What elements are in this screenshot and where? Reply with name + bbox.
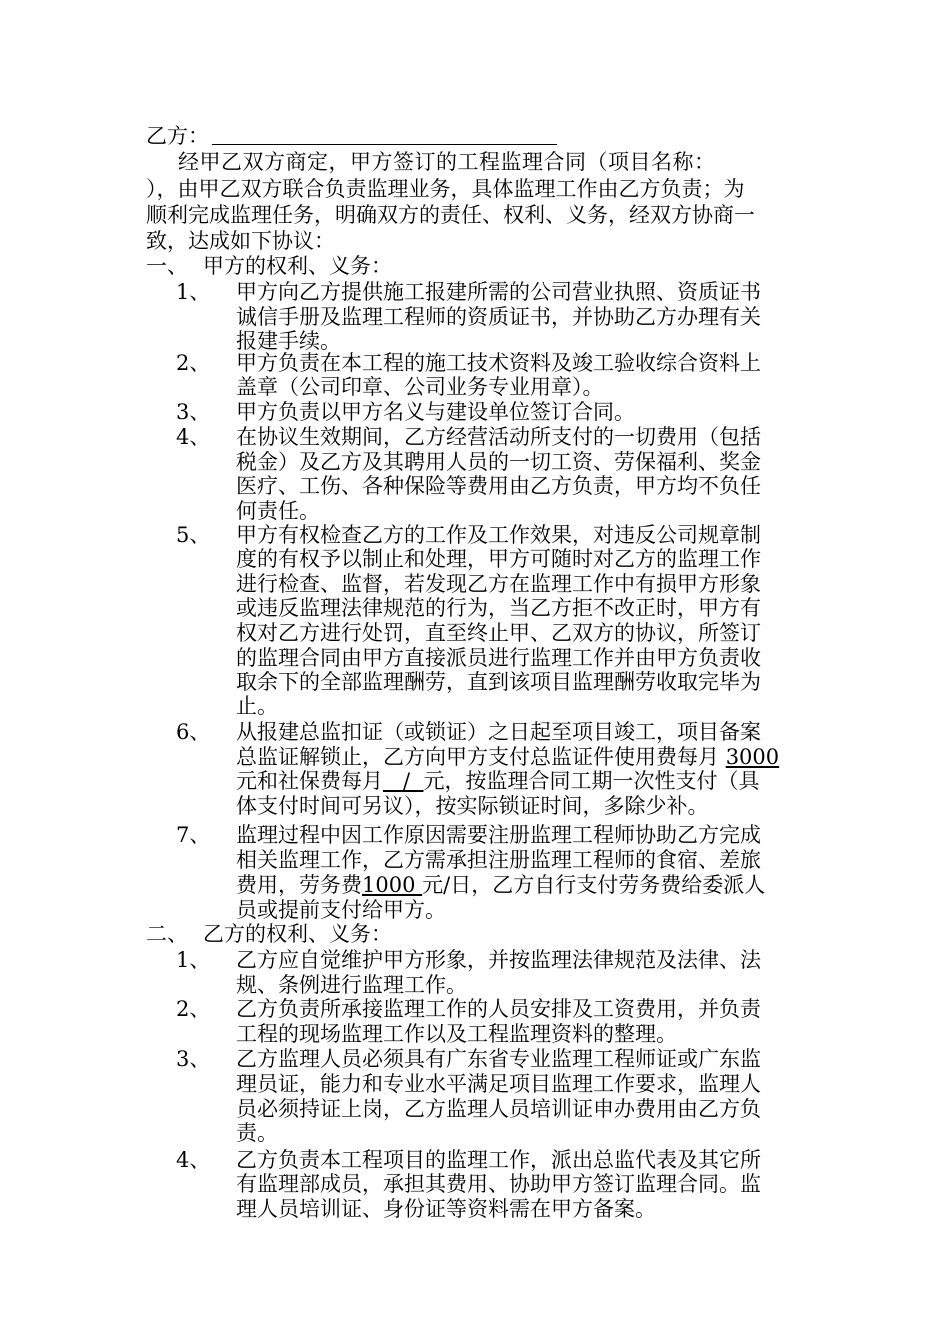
s1-item5-line7: 取余下的全部监理酬劳，直到该项目监理酬劳收取完毕为 [236,670,761,694]
intro-line-1: 经甲乙双方商定，甲方签订的工程监理合同（项目名称： [178,150,716,174]
s1-item7-number: 7、 [176,823,211,847]
s1-item7-line3-text-b: 元/日，乙方自行支付劳务费给委派人 [422,873,766,897]
s1-item5-line4: 或违反监理法律规范的行为，当乙方拒不改正时，甲方有 [236,596,761,620]
social-fee-value: / [383,769,424,793]
s1-item6-number: 6、 [176,720,211,744]
s1-item5-line8: 止。 [236,694,278,718]
section2-title: 乙方的权利、义务： [203,922,392,946]
s1-item6-line4: 体支付时间可另议），按实际锁证时间，多除少补。 [236,794,709,818]
s1-item2-number: 2、 [176,351,211,375]
s2-item2-line1: 乙方负责所承接监理工作的人员安排及工资费用，并负责 [236,997,761,1021]
s1-item4-line2: 税金）及乙方及其聘用人员的一切工资、劳保福利、奖金 [236,450,761,474]
s2-item2-number: 2、 [176,997,211,1021]
s1-item7-line1: 监理过程中因工作原因需要注册监理工程师协助乙方完成 [236,823,761,847]
s2-item2-line2: 工程的现场监理工作以及工程监理资料的整理。 [236,1022,677,1046]
s1-item5-line1: 甲方有权检查乙方的工作及工作效果，对违反公司规章制 [236,523,761,547]
intro-line-3: 顺利完成监理任务，明确双方的责任、权利、义务，经双方协商一 [146,203,755,227]
s1-item3-line1: 甲方负责以甲方名义与建设单位签订合同。 [236,400,635,424]
s1-item5-line2: 度的有权予以制止和处理，甲方可随时对乙方的监理工作 [236,547,761,571]
intro-line-4: 致，达成如下协议： [146,229,335,253]
s2-item4-number: 4、 [176,1148,211,1172]
s1-item7-line4: 员或提前支付给甲方。 [236,898,446,922]
s1-item4-line1: 在协议生效期间，乙方经营活动所支付的一切费用（包括 [236,425,761,449]
s1-item5-line5: 权对乙方进行处罚，直至终止甲、乙双方的协议，所签订 [236,621,761,645]
s1-item6-line3 [236,769,759,793]
s2-item4-line2: 有监理部成员，承担其费用、协助甲方签订监理合同。监 [236,1172,761,1196]
s1-item6-line1: 从报建总监扣证（或锁证）之日起至项目竣工，项目备案 [236,720,761,744]
s1-item1-number: 1、 [176,280,211,304]
s1-item1-line3: 报建手续。 [236,329,341,353]
section2-number: 二、 [146,922,188,946]
s2-item3-number: 3、 [176,1047,211,1071]
intro-line-2: ），由甲乙双方联合负责监理业务，具体监理工作由乙方负责；为 [146,177,745,201]
s1-item5-number: 5、 [176,523,211,547]
s1-item6-line3-text-a: 元和社保费每月 [236,769,383,793]
s2-item1-number: 1、 [176,948,211,972]
s1-item6-line3-text-b: 元，按监理合同工期一次性支付（具 [423,769,760,793]
s1-item5-line3: 进行检查、监督，若发现乙方在监理工作中有损甲方形象 [236,572,761,596]
s1-item5-line6: 的监理合同由甲方直接派员进行监理工作并由甲方负责收 [236,646,761,670]
section1-number: 一、 [146,254,188,278]
s2-item3-line4: 责。 [236,1121,278,1145]
s1-item1-line1: 甲方向乙方提供施工报建所需的公司营业执照、资质证书 [236,280,761,304]
s2-item1-line1: 乙方应自觉维护甲方形象，并按监理法律规范及法律、法 [236,948,761,972]
s1-item2-line1: 甲方负责在本工程的施工技术资料及竣工验收综合资料上 [236,351,761,375]
s2-item4-line1: 乙方负责本工程项目的监理工作，派出总监代表及其它所 [236,1148,761,1172]
s1-item1-line2: 诚信手册及监理工程师的资质证书，并协助乙方办理有关 [236,305,761,329]
s1-item7-line3-text-a: 费用，劳务费 [236,873,362,897]
s1-item4-line3: 医疗、工伤、各种保险等费用由乙方负责，甲方均不负任 [236,474,761,498]
s2-item3-line2: 理员证，能力和专业水平满足项目监理工作要求，监理人 [236,1072,761,1096]
s1-item4-number: 4、 [176,425,211,449]
s1-item4-line4: 何责任。 [236,499,320,523]
s2-item1-line2: 规、条例进行监理工作。 [236,973,467,997]
s2-item3-line1: 乙方监理人员必须具有广东省专业监理工程师证或广东监 [236,1047,761,1071]
s1-item6-line2-text: 总监证解锁止，乙方向甲方支付总监证件使用费每月 [236,745,726,769]
party-b-blank-line [212,144,557,145]
s1-item7-line3 [236,873,765,897]
s1-item2-line2: 盖章（公司印章、公司业务专业用章）。 [236,375,604,399]
s1-item3-number: 3、 [176,400,211,424]
s2-item4-line3: 理人员培训证、身份证等资料需在甲方备案。 [236,1197,656,1221]
s1-item7-line2: 相关监理工作，乙方需承担注册监理工程师的食宿、差旅 [236,848,761,872]
monthly-fee-value: 3000 [725,745,780,769]
section1-title: 甲方的权利、义务： [203,254,392,278]
labor-fee-value: 1000 [362,873,423,897]
s2-item3-line3: 员必须持证上岗，乙方监理人员培训证申办费用由乙方负 [236,1097,761,1121]
s1-item6-line2 [236,745,779,769]
party-b-label: 乙方： [146,124,209,148]
